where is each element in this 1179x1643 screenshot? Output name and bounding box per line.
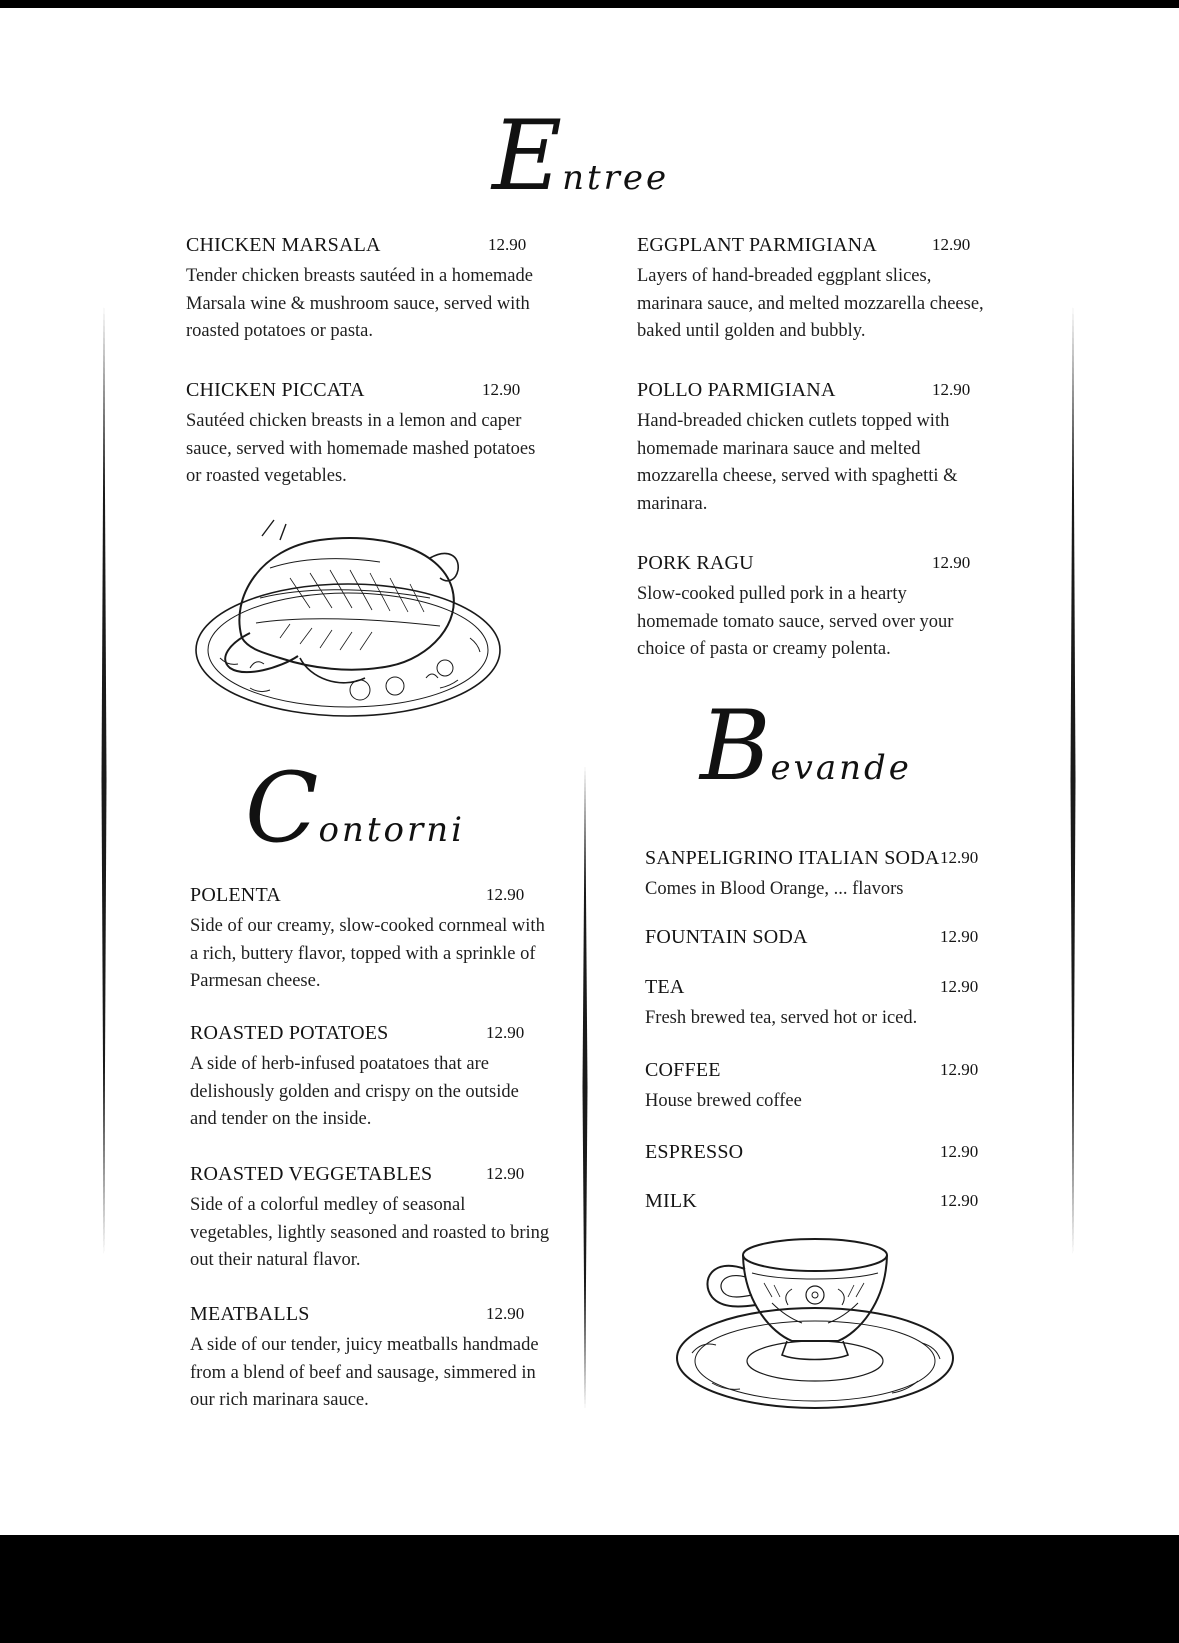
item-name: COFFEE <box>645 1059 721 1081</box>
menu-item <box>645 926 995 950</box>
menu-item <box>637 552 987 664</box>
menu-item <box>637 379 987 518</box>
item-price: 12.90 <box>940 977 979 996</box>
bottom-border-bar <box>0 1535 1179 1643</box>
entree-heading-cap: E <box>492 100 563 212</box>
menu-item <box>645 976 995 1033</box>
entree-heading-rest: ntree <box>562 158 670 198</box>
item-price: 12.90 <box>482 380 521 399</box>
teacup-illustration <box>672 1233 958 1415</box>
item-description: House brewed coffee <box>645 1091 802 1111</box>
item-description: Comes in Blood Orange, ... flavors <box>645 879 904 899</box>
left-edge-divider <box>100 305 108 1255</box>
item-description: Hand-breaded chicken cutlets topped with homemade marinara sauce and melted mozzarella cheese, served with spaghetti & marinara. <box>637 411 958 514</box>
menu-item <box>190 1303 550 1415</box>
item-name: TEA <box>645 976 685 998</box>
top-border-bar <box>0 0 1179 8</box>
item-name: ROASTED POTATOES <box>190 1022 389 1044</box>
item-description: Sautéed chicken breasts in a lemon and caper sauce, served with homemade mashed potatoes or roasted vegetables. <box>186 411 536 486</box>
contorni-heading-rest: ontorni <box>318 810 465 850</box>
bevande-heading-rest: evande <box>770 748 912 788</box>
menu-item <box>645 847 995 904</box>
item-name: ESPRESSO <box>645 1141 744 1163</box>
bevande-heading-cap: B <box>700 690 771 802</box>
item-description: Tender chicken breasts sautéed in a homemade Marsala wine & mushroom sauce, served with roasted potatoes or pasta. <box>186 266 533 341</box>
menu-item <box>190 1022 550 1134</box>
contorni-heading <box>245 752 465 864</box>
item-description: Layers of hand-breaded eggplant slices, marinara sauce, and melted mozzarella cheese, baked until golden and bubbly. <box>637 266 984 341</box>
bevande-heading <box>700 690 912 802</box>
item-price: 12.90 <box>486 885 525 904</box>
menu-item <box>637 234 987 346</box>
item-price: 12.90 <box>486 1304 525 1323</box>
item-price: 12.90 <box>940 848 979 867</box>
menu-item <box>645 1190 995 1214</box>
item-description: Side of a colorful medley of seasonal vegetables, lightly seasoned and roasted to bring out their natural flavor. <box>190 1195 550 1270</box>
item-price: 12.90 <box>940 1191 979 1210</box>
menu-item <box>645 1141 995 1165</box>
item-name: CHICKEN PICCATA <box>186 379 365 401</box>
menu-item <box>190 1163 550 1275</box>
item-name: MEATBALLS <box>190 1303 310 1325</box>
menu-item <box>190 884 550 996</box>
item-name: POLLO PARMIGIANA <box>637 379 836 401</box>
item-name: ROASTED VEGGETABLES <box>190 1163 433 1185</box>
item-price: 12.90 <box>486 1164 525 1183</box>
item-name: FOUNTAIN SODA <box>645 926 808 948</box>
item-description: A side of herb-infused poatatoes that are delishously golden and crispy on the outside and tender on the inside. <box>190 1054 519 1129</box>
right-edge-divider <box>1069 305 1077 1255</box>
item-description: Fresh brewed tea, served hot or iced. <box>645 1008 918 1028</box>
item-name: PORK RAGU <box>637 552 754 574</box>
item-price: 12.90 <box>488 235 527 254</box>
menu-item <box>186 234 556 346</box>
menu-item <box>186 379 546 491</box>
item-name: CHICKEN MARSALA <box>186 234 381 256</box>
item-price: 12.90 <box>940 1060 979 1079</box>
item-name: POLENTA <box>190 884 281 906</box>
entree-heading <box>492 100 669 212</box>
item-price: 12.90 <box>940 1142 979 1161</box>
item-name: SANPELIGRINO ITALIAN SODA <box>645 847 940 869</box>
center-divider <box>581 765 589 1410</box>
item-name: EGGPLANT PARMIGIANA <box>637 234 877 256</box>
menu-item <box>645 1059 995 1116</box>
roast-chicken-illustration <box>190 518 510 723</box>
item-price: 12.90 <box>486 1023 525 1042</box>
item-price: 12.90 <box>932 235 971 254</box>
contorni-heading-cap: C <box>245 752 319 864</box>
item-description: A side of our tender, juicy meatballs handmade from a blend of beef and sausage, simmered in our rich marinara sauce. <box>190 1335 539 1410</box>
item-description: Slow-cooked pulled pork in a hearty homemade tomato sauce, served over your choice of pasta or creamy polenta. <box>637 584 954 659</box>
item-description: Side of our creamy, slow-cooked cornmeal with a rich, buttery flavor, topped with a sprinkle of Parmesan cheese. <box>190 916 545 991</box>
item-price: 12.90 <box>932 380 971 399</box>
item-name: MILK <box>645 1190 697 1212</box>
item-price: 12.90 <box>940 927 979 946</box>
item-price: 12.90 <box>932 553 971 572</box>
